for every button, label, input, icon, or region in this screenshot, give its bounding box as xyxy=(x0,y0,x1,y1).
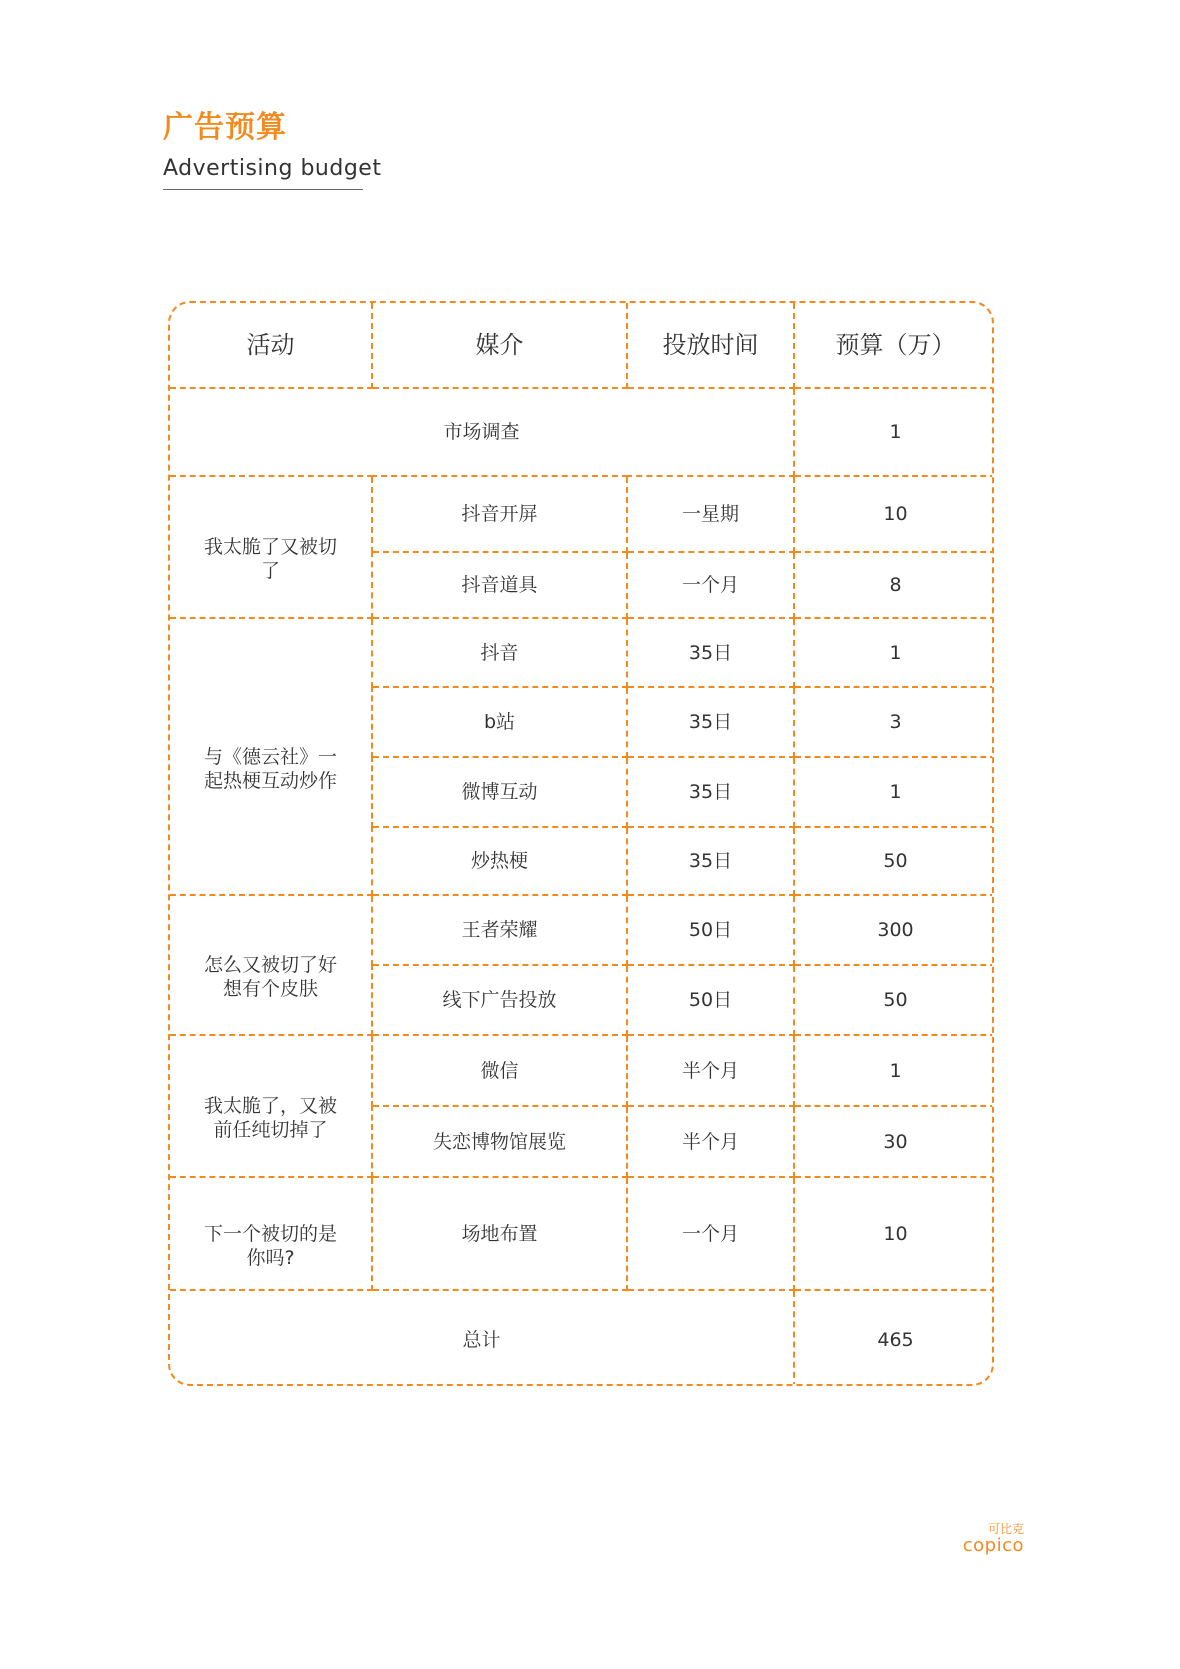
budget-cell: 50 xyxy=(794,827,994,895)
activity-cell xyxy=(170,476,372,618)
activity-label: 与《德云社》一起热梗互动炒作 xyxy=(203,745,337,792)
time-cell: 35日 xyxy=(627,618,794,687)
budget-cell: 50 xyxy=(794,965,994,1035)
page-header xyxy=(163,108,381,190)
table-header-row xyxy=(170,303,994,388)
table-row xyxy=(170,476,994,552)
activity-label: 下一个被切的是你吗? xyxy=(203,1222,337,1269)
budget-table-frame xyxy=(168,301,994,1386)
media-cell: 抖音道具 xyxy=(372,552,627,618)
total-row xyxy=(170,1290,994,1386)
time-cell: 50日 xyxy=(627,965,794,1035)
budget-table xyxy=(170,303,994,1386)
title-underline xyxy=(163,189,363,190)
media-cell: 微信 xyxy=(372,1035,627,1106)
time-cell: 35日 xyxy=(627,757,794,827)
time-cell: 35日 xyxy=(627,827,794,895)
media-cell: 炒热梗 xyxy=(372,827,627,895)
market-research-budget: 1 xyxy=(794,388,994,476)
table-row xyxy=(170,895,994,965)
budget-cell: 8 xyxy=(794,552,994,618)
brand-name-en: copico xyxy=(962,1535,1024,1556)
activity-cell xyxy=(170,618,372,895)
media-cell: 微博互动 xyxy=(372,757,627,827)
table-row xyxy=(170,1177,994,1290)
brand-logo xyxy=(963,1522,1024,1556)
media-cell: 抖音开屏 xyxy=(372,476,627,552)
budget-cell: 30 xyxy=(794,1106,994,1177)
time-cell: 一个月 xyxy=(627,1177,794,1290)
market-research-label: 市场调查 xyxy=(170,388,794,476)
time-cell: 一星期 xyxy=(627,476,794,552)
page-subtitle: Advertising budget xyxy=(163,156,382,181)
budget-cell: 10 xyxy=(794,476,994,552)
media-cell: 失恋博物馆展览 xyxy=(372,1106,627,1177)
media-cell: 抖音 xyxy=(372,618,627,687)
time-cell: 一个月 xyxy=(627,552,794,618)
activity-cell xyxy=(170,895,372,1035)
activity-cell xyxy=(170,1177,372,1290)
page-title: 广告预算 xyxy=(163,110,287,145)
budget-cell: 1 xyxy=(794,757,994,827)
header-activity: 活动 xyxy=(170,303,372,388)
header-media: 媒介 xyxy=(372,303,627,388)
activity-label: 我太脆了，又被前任纯切掉了 xyxy=(203,1095,337,1141)
total-label: 总计 xyxy=(170,1290,794,1386)
market-research-row xyxy=(170,388,994,476)
media-cell: 场地布置 xyxy=(372,1177,627,1290)
media-cell: b站 xyxy=(372,687,627,757)
total-budget: 465 xyxy=(794,1290,994,1386)
table-row xyxy=(170,1035,994,1106)
activity-cell xyxy=(170,1035,372,1177)
budget-cell: 300 xyxy=(794,895,994,965)
time-cell: 半个月 xyxy=(627,1035,794,1106)
activity-label: 我太脆了又被切了 xyxy=(203,536,337,582)
brand-name-cn: 可比克 xyxy=(987,1522,1024,1536)
header-budget: 预算（万） xyxy=(794,303,994,388)
media-cell: 王者荣耀 xyxy=(372,895,627,965)
time-cell: 半个月 xyxy=(627,1106,794,1177)
activity-label: 怎么又被切了好想有个皮肤 xyxy=(203,954,337,1000)
budget-cell: 1 xyxy=(794,1035,994,1106)
budget-cell: 1 xyxy=(794,618,994,687)
media-cell: 线下广告投放 xyxy=(372,965,627,1035)
header-time: 投放时间 xyxy=(627,303,794,388)
budget-cell: 10 xyxy=(794,1177,994,1290)
time-cell: 35日 xyxy=(627,687,794,757)
table-row xyxy=(170,618,994,687)
time-cell: 50日 xyxy=(627,895,794,965)
budget-cell: 3 xyxy=(794,687,994,757)
